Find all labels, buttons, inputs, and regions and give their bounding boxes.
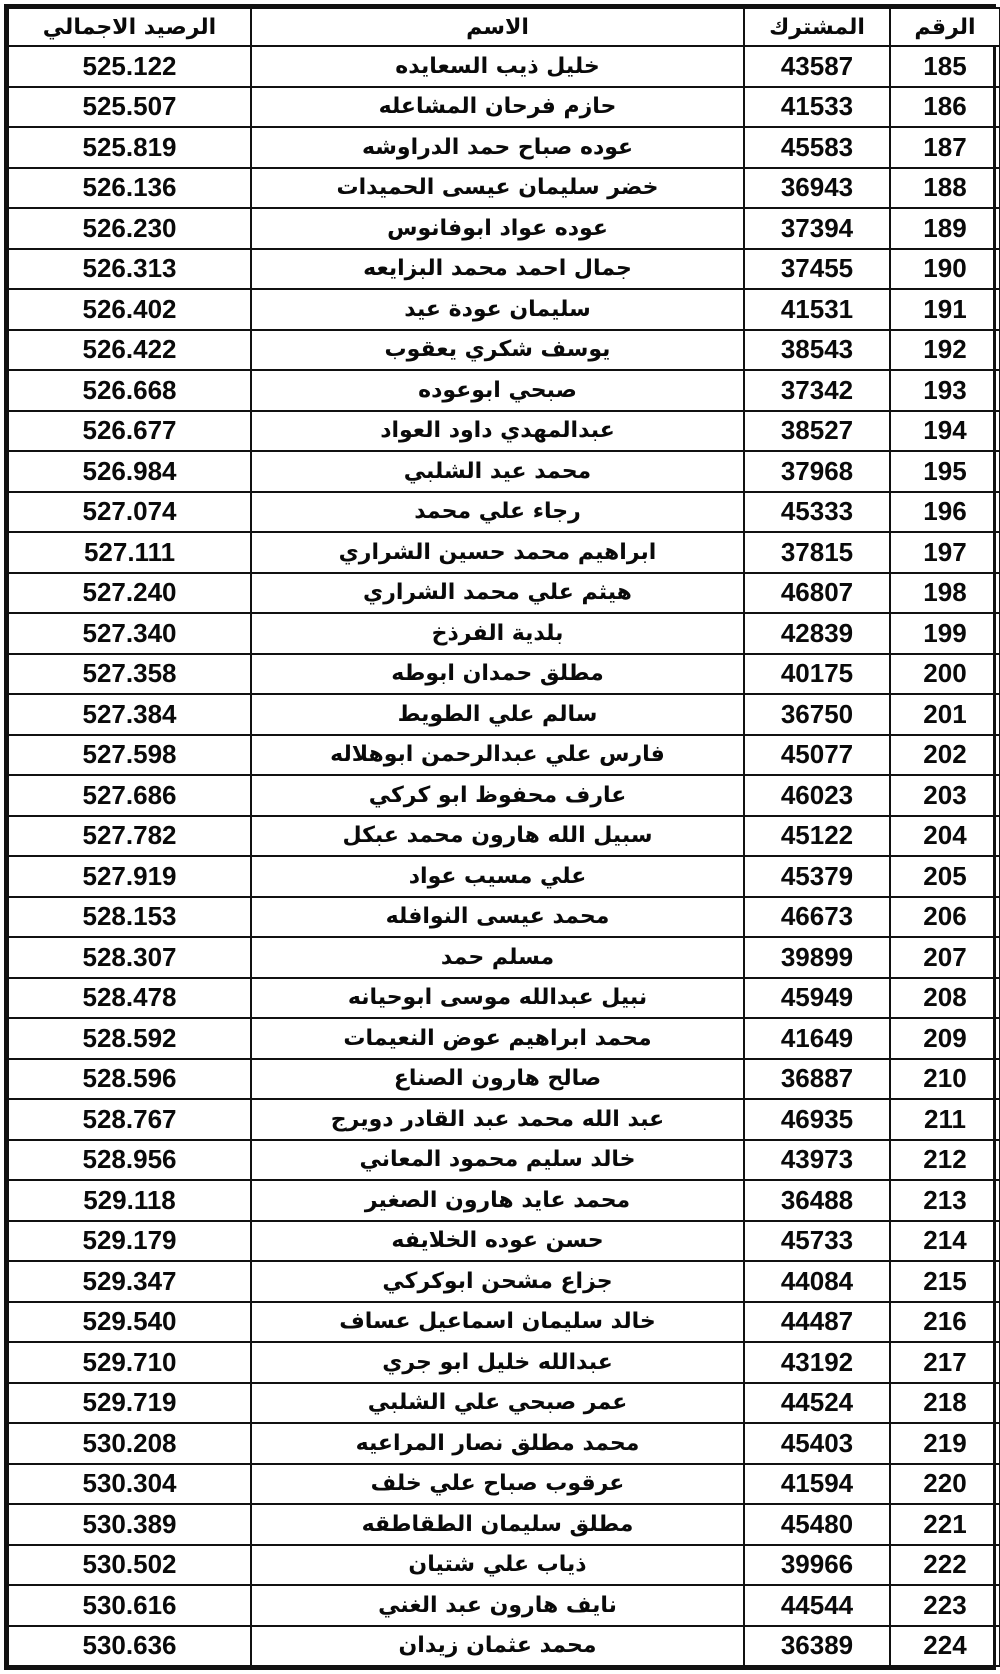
table-row [8, 1545, 1000, 1586]
table-row [8, 1464, 1000, 1505]
subscriber-name: عارف محفوظ ابو كركي [251, 775, 744, 816]
subscriber-id: 44084 [744, 1261, 890, 1302]
subscriber-id: 36750 [744, 694, 890, 735]
subscriber-name: نايف هارون عبد الغني [251, 1585, 744, 1626]
row-number: 194 [890, 411, 1000, 452]
row-number: 211 [890, 1099, 1000, 1140]
subscriber-id: 39966 [744, 1545, 890, 1586]
table-row [8, 46, 1000, 87]
total-balance: 527.686 [8, 775, 251, 816]
header-name: الاسم [251, 8, 744, 46]
table-row [8, 1018, 1000, 1059]
total-balance: 526.677 [8, 411, 251, 452]
subscriber-name: مسلم حمد [251, 937, 744, 978]
subscriber-id: 41533 [744, 87, 890, 128]
subscriber-id: 40175 [744, 654, 890, 695]
subscriber-name: محمد ابراهيم عوض النعيمات [251, 1018, 744, 1059]
total-balance: 529.710 [8, 1342, 251, 1383]
row-number: 215 [890, 1261, 1000, 1302]
table-row [8, 735, 1000, 776]
total-balance: 525.507 [8, 87, 251, 128]
table-row [8, 1626, 1000, 1667]
total-balance: 528.153 [8, 897, 251, 938]
subscriber-id: 37968 [744, 451, 890, 492]
balance-sheet [4, 4, 996, 1670]
subscriber-id: 43973 [744, 1140, 890, 1181]
subscriber-name: محمد عثمان زيدان [251, 1626, 744, 1667]
row-number: 187 [890, 127, 1000, 168]
row-number: 196 [890, 492, 1000, 533]
total-balance: 526.136 [8, 168, 251, 209]
subscriber-name: يوسف شكري يعقوب [251, 330, 744, 371]
row-number: 198 [890, 573, 1000, 614]
subscriber-id: 45949 [744, 978, 890, 1019]
subscriber-name: هيثم علي محمد الشراري [251, 573, 744, 614]
table-row [8, 654, 1000, 695]
table-row [8, 532, 1000, 573]
table-row [8, 1059, 1000, 1100]
subscriber-name: عرقوب صباح علي خلف [251, 1464, 744, 1505]
subscriber-name: خالد سليمان اسماعيل عساف [251, 1302, 744, 1343]
subscriber-id: 41594 [744, 1464, 890, 1505]
subscriber-name: جمال احمد محمد البزايعه [251, 249, 744, 290]
row-number: 216 [890, 1302, 1000, 1343]
subscriber-name: علي مسيب عواد [251, 856, 744, 897]
table-row [8, 573, 1000, 614]
subscriber-id: 37394 [744, 208, 890, 249]
row-number: 219 [890, 1423, 1000, 1464]
table-row [8, 1180, 1000, 1221]
table-row [8, 694, 1000, 735]
subscriber-name: فارس علي عبدالرحمن ابوهلاله [251, 735, 744, 776]
subscriber-name: محمد عايد هارون الصغير [251, 1180, 744, 1221]
table-row [8, 127, 1000, 168]
subscriber-name: خليل ذيب السعايده [251, 46, 744, 87]
subscriber-name: صبحي ابوعوده [251, 370, 744, 411]
table-row [8, 856, 1000, 897]
subscriber-name: حازم فرحان المشاعله [251, 87, 744, 128]
balance-table [7, 7, 1000, 1667]
total-balance: 526.422 [8, 330, 251, 371]
subscriber-id: 44544 [744, 1585, 890, 1626]
row-number: 191 [890, 289, 1000, 330]
subscriber-id: 43587 [744, 46, 890, 87]
table-row [8, 897, 1000, 938]
row-number: 220 [890, 1464, 1000, 1505]
subscriber-id: 45379 [744, 856, 890, 897]
total-balance: 530.636 [8, 1626, 251, 1667]
table-row [8, 1423, 1000, 1464]
row-number: 207 [890, 937, 1000, 978]
total-balance: 529.179 [8, 1221, 251, 1262]
row-number: 209 [890, 1018, 1000, 1059]
subscriber-name: خضر سليمان عيسى الحميدات [251, 168, 744, 209]
subscriber-name: محمد مطلق نصار المراعيه [251, 1423, 744, 1464]
subscriber-name: جزاع مشحن ابوكركي [251, 1261, 744, 1302]
total-balance: 527.384 [8, 694, 251, 735]
total-balance: 528.767 [8, 1099, 251, 1140]
subscriber-id: 37815 [744, 532, 890, 573]
table-row [8, 816, 1000, 857]
subscriber-name: سبيل الله هارون محمد عبكل [251, 816, 744, 857]
subscriber-name: صالح هارون الصناع [251, 1059, 744, 1100]
row-number: 200 [890, 654, 1000, 695]
total-balance: 526.230 [8, 208, 251, 249]
row-number: 213 [890, 1180, 1000, 1221]
subscriber-id: 44487 [744, 1302, 890, 1343]
subscriber-id: 36389 [744, 1626, 890, 1667]
subscriber-name: عمر صبحي علي الشلبي [251, 1383, 744, 1424]
row-number: 186 [890, 87, 1000, 128]
table-row [8, 1383, 1000, 1424]
row-number: 224 [890, 1626, 1000, 1667]
subscriber-id: 45403 [744, 1423, 890, 1464]
subscriber-id: 41531 [744, 289, 890, 330]
table-row [8, 370, 1000, 411]
total-balance: 526.984 [8, 451, 251, 492]
table-row [8, 451, 1000, 492]
row-number: 222 [890, 1545, 1000, 1586]
subscriber-id: 36488 [744, 1180, 890, 1221]
subscriber-id: 45333 [744, 492, 890, 533]
table-row [8, 1099, 1000, 1140]
subscriber-id: 45583 [744, 127, 890, 168]
subscriber-id: 37455 [744, 249, 890, 290]
subscriber-id: 43192 [744, 1342, 890, 1383]
total-balance: 530.502 [8, 1545, 251, 1586]
table-row [8, 613, 1000, 654]
row-number: 218 [890, 1383, 1000, 1424]
subscriber-id: 45122 [744, 816, 890, 857]
total-balance: 525.122 [8, 46, 251, 87]
header-subscriber: المشترك [744, 8, 890, 46]
row-number: 202 [890, 735, 1000, 776]
total-balance: 527.782 [8, 816, 251, 857]
table-row [8, 411, 1000, 452]
total-balance: 530.304 [8, 1464, 251, 1505]
header-number: الرقم [890, 8, 1000, 46]
subscriber-name: رجاء علي محمد [251, 492, 744, 533]
row-number: 206 [890, 897, 1000, 938]
subscriber-name: عبدالله خليل ابو جري [251, 1342, 744, 1383]
subscriber-id: 46673 [744, 897, 890, 938]
total-balance: 527.074 [8, 492, 251, 533]
subscriber-name: مطلق سليمان الطقاطقه [251, 1504, 744, 1545]
subscriber-id: 36943 [744, 168, 890, 209]
subscriber-name: عوده صباح حمد الدراوشه [251, 127, 744, 168]
table-row [8, 978, 1000, 1019]
table-row [8, 208, 1000, 249]
row-number: 201 [890, 694, 1000, 735]
table-row [8, 168, 1000, 209]
total-balance: 527.919 [8, 856, 251, 897]
row-number: 185 [890, 46, 1000, 87]
table-row [8, 492, 1000, 533]
subscriber-id: 45733 [744, 1221, 890, 1262]
total-balance: 527.598 [8, 735, 251, 776]
row-number: 197 [890, 532, 1000, 573]
header-balance: الرصيد الاجمالي [8, 8, 251, 46]
table-row [8, 330, 1000, 371]
total-balance: 529.540 [8, 1302, 251, 1343]
total-balance: 529.347 [8, 1261, 251, 1302]
total-balance: 528.478 [8, 978, 251, 1019]
table-row [8, 249, 1000, 290]
subscriber-id: 38543 [744, 330, 890, 371]
subscriber-name: مطلق حمدان ابوطه [251, 654, 744, 695]
row-number: 223 [890, 1585, 1000, 1626]
row-number: 204 [890, 816, 1000, 857]
total-balance: 529.719 [8, 1383, 251, 1424]
row-number: 214 [890, 1221, 1000, 1262]
subscriber-id: 37342 [744, 370, 890, 411]
row-number: 189 [890, 208, 1000, 249]
total-balance: 527.240 [8, 573, 251, 614]
row-number: 208 [890, 978, 1000, 1019]
subscriber-id: 36887 [744, 1059, 890, 1100]
table-row [8, 775, 1000, 816]
subscriber-id: 45480 [744, 1504, 890, 1545]
subscriber-name: خالد سليم محمود المعاني [251, 1140, 744, 1181]
subscriber-name: ذياب علي شتيان [251, 1545, 744, 1586]
row-number: 210 [890, 1059, 1000, 1100]
subscriber-name: حسن عوده الخلايفه [251, 1221, 744, 1262]
row-number: 190 [890, 249, 1000, 290]
subscriber-name: محمد عيد الشلبي [251, 451, 744, 492]
subscriber-name: عوده عواد ابوفانوس [251, 208, 744, 249]
table-row [8, 289, 1000, 330]
row-number: 199 [890, 613, 1000, 654]
table-row [8, 1342, 1000, 1383]
total-balance: 526.313 [8, 249, 251, 290]
subscriber-id: 46807 [744, 573, 890, 614]
total-balance: 530.616 [8, 1585, 251, 1626]
table-body [8, 46, 1000, 1666]
table-row [8, 1585, 1000, 1626]
row-number: 195 [890, 451, 1000, 492]
table-row [8, 937, 1000, 978]
subscriber-name: محمد عيسى النوافله [251, 897, 744, 938]
row-number: 212 [890, 1140, 1000, 1181]
subscriber-name: سليمان عودة عيد [251, 289, 744, 330]
row-number: 193 [890, 370, 1000, 411]
row-number: 192 [890, 330, 1000, 371]
total-balance: 527.358 [8, 654, 251, 695]
table-row [8, 87, 1000, 128]
total-balance: 526.668 [8, 370, 251, 411]
subscriber-name: عبد الله محمد عبد القادر دويرج [251, 1099, 744, 1140]
subscriber-id: 45077 [744, 735, 890, 776]
total-balance: 527.340 [8, 613, 251, 654]
total-balance: 530.208 [8, 1423, 251, 1464]
total-balance: 525.819 [8, 127, 251, 168]
total-balance: 526.402 [8, 289, 251, 330]
table-row [8, 1302, 1000, 1343]
total-balance: 527.111 [8, 532, 251, 573]
subscriber-id: 42839 [744, 613, 890, 654]
row-number: 221 [890, 1504, 1000, 1545]
total-balance: 528.596 [8, 1059, 251, 1100]
subscriber-name: نبيل عبدالله موسى ابوحيانه [251, 978, 744, 1019]
subscriber-id: 38527 [744, 411, 890, 452]
total-balance: 530.389 [8, 1504, 251, 1545]
subscriber-name: عبدالمهدي داود العواد [251, 411, 744, 452]
subscriber-id: 41649 [744, 1018, 890, 1059]
header-row [8, 8, 1000, 46]
table-row [8, 1504, 1000, 1545]
subscriber-id: 44524 [744, 1383, 890, 1424]
total-balance: 528.956 [8, 1140, 251, 1181]
row-number: 205 [890, 856, 1000, 897]
total-balance: 528.592 [8, 1018, 251, 1059]
table-row [8, 1261, 1000, 1302]
subscriber-name: ابراهيم محمد حسين الشراري [251, 532, 744, 573]
table-row [8, 1140, 1000, 1181]
subscriber-name: بلدية الفرذخ [251, 613, 744, 654]
subscriber-id: 46935 [744, 1099, 890, 1140]
subscriber-id: 46023 [744, 775, 890, 816]
row-number: 203 [890, 775, 1000, 816]
row-number: 188 [890, 168, 1000, 209]
subscriber-id: 39899 [744, 937, 890, 978]
total-balance: 528.307 [8, 937, 251, 978]
row-number: 217 [890, 1342, 1000, 1383]
subscriber-name: سالم علي الطويط [251, 694, 744, 735]
total-balance: 529.118 [8, 1180, 251, 1221]
table-row [8, 1221, 1000, 1262]
